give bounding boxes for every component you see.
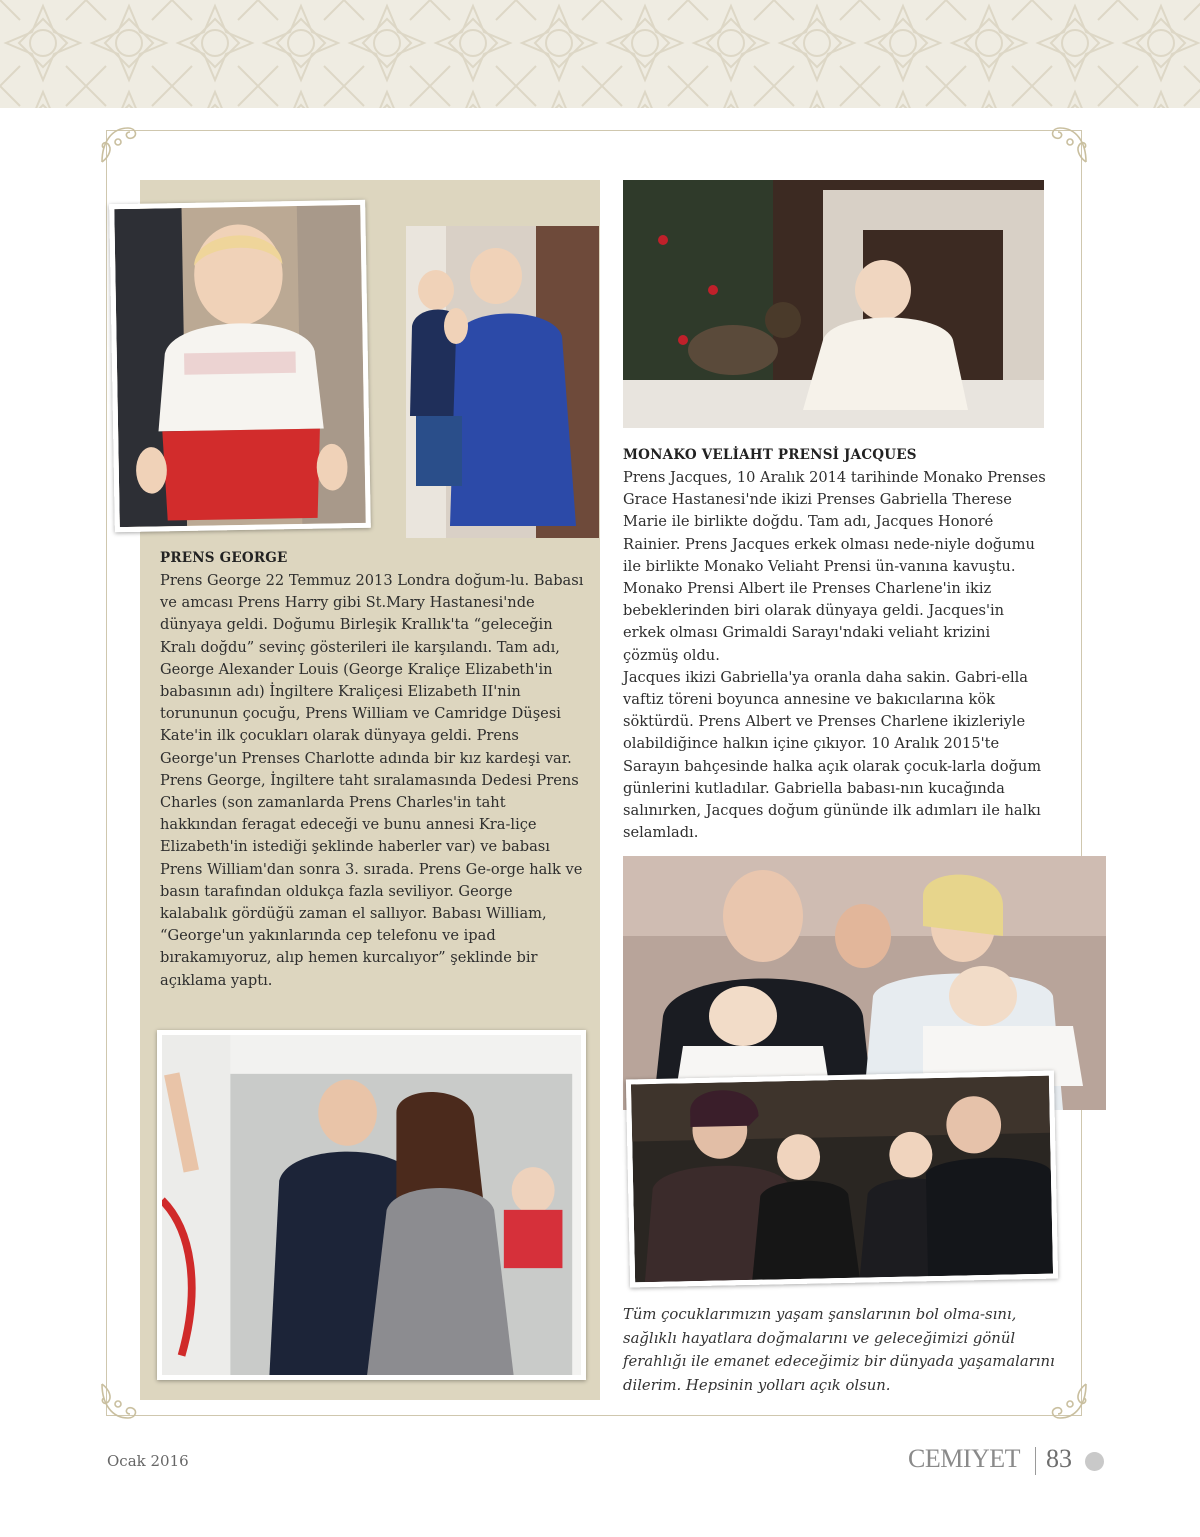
corner-ornament-icon xyxy=(1046,122,1090,166)
jacques-section-title: MONAKO VELİAHT PRENSİ JACQUES xyxy=(623,447,917,463)
jacques-paragraph: Prens Jacques, 10 Aralık 2014 tarihinde Monako Prenses Grace Hastanesi'nde ikizi Prenses Gabriella Therese Marie ile birlikte doğdu. Tam adı, Jacques Honoré Rainier. Prens Jacques erkek olması nede-niyle doğumu ile birlikte Monako Veliaht Prensi ün-vanına kavuştu. Monako Prensi Albert ile Prenses Charlene'in ikiz bebeklerinden biri olarak dünyaya geldi. Jacques'in erkek olması Grimaldi Sarayı'ndaki veliaht krizini çözmüş oldu. xyxy=(623,469,1046,664)
photo-william-and-george-waving xyxy=(406,226,599,538)
photo-prince-george-walking xyxy=(109,200,371,532)
page-number: 83 xyxy=(1046,1444,1072,1473)
george-section-body xyxy=(160,570,584,992)
footer-divider xyxy=(1035,1447,1036,1475)
decorative-pattern-band xyxy=(0,0,1200,108)
photo-monaco-balcony xyxy=(626,1071,1058,1288)
corner-ornament-icon xyxy=(98,1380,142,1424)
footer-dot-icon xyxy=(1085,1452,1104,1471)
photo-baby-with-dog-christmas xyxy=(623,180,1044,428)
footer-date: Ocak 2016 xyxy=(107,1452,189,1470)
corner-ornament-icon xyxy=(98,122,142,166)
george-section-title: PRENS GEORGE xyxy=(160,550,288,566)
geometric-pattern-icon xyxy=(0,0,1200,108)
magazine-brand: CEMIYET xyxy=(908,1444,1021,1473)
closing-paragraph: Tüm çocuklarımızın yaşam şanslarının bol olma-sını, sağlıklı hayatlara doğmalarını ve geleceğimizi gönül ferahlığı ile emanet edeceğimiz bir dünyada yaşamalarını dilerim. Hepsinin yolları açık olsun. xyxy=(623,1306,1055,1394)
jacques-paragraph: Jacques ikizi Gabriella'ya oranla daha sakin. Gabri-ella vaftiz töreni boyunca annesine ve bakıcılarına kök söktürdü. Prens Albert ve Prenses Charlene ikizleriyle olabildiğince halkın içine çıkıyor. 10 Aralık 2015'te Sarayın bahçesinde halka açık olarak çocuk-larla doğum günlerini kutladılar. Gabriella babası-nın kucağında salınırken, Jacques doğum gününde ilk adımları ile halkı selamladı. xyxy=(623,668,1042,842)
photo-cambridge-family-plane xyxy=(157,1030,586,1380)
george-paragraph: Prens George 22 Temmuz 2013 Londra doğum-lu. Babası ve amcası Prens Harry gibi St.Mary Hastanesi'nde dünyaya geldi. Doğumu Birleşik Krallık'ta “geleceğin Kralı doğdu” sevinç gösterileri ile karşılandı. Tam adı, George Alexander Louis (George Kraliçe Elizabeth'in babasının adı) İngiltere Kraliçesi Elizabeth II'nin torununun çocuğu, Prens William ve Camridge Düşesi Kate'in ilk çocukları olarak dünyaya geldi. Prens George'un Prenses Charlotte adında bir kız kardeşi var. xyxy=(160,572,584,767)
george-paragraph: Prens George, İngiltere taht sıralamasında Dedesi Prens Charles (son zamanlarda Prens Charles'in taht hakkından feragat edeceği ve bunu annesi Kra-liçe Elizabeth'in istediği şeklinde haberler var) ve babası Prens William'dan sonra 3. sırada. Prens Ge-orge halk ve basın tarafından oldukça fazla seviliyor. George kalabalık gördüğü zaman el sallıyor. Babası William, “George'un yakınlarında cep telefonu ve ipad bırakamıyoruz, alıp hemen kurcalıyor” şeklinde bir açıklama yaptı. xyxy=(160,771,583,989)
jacques-section-body xyxy=(623,467,1047,844)
